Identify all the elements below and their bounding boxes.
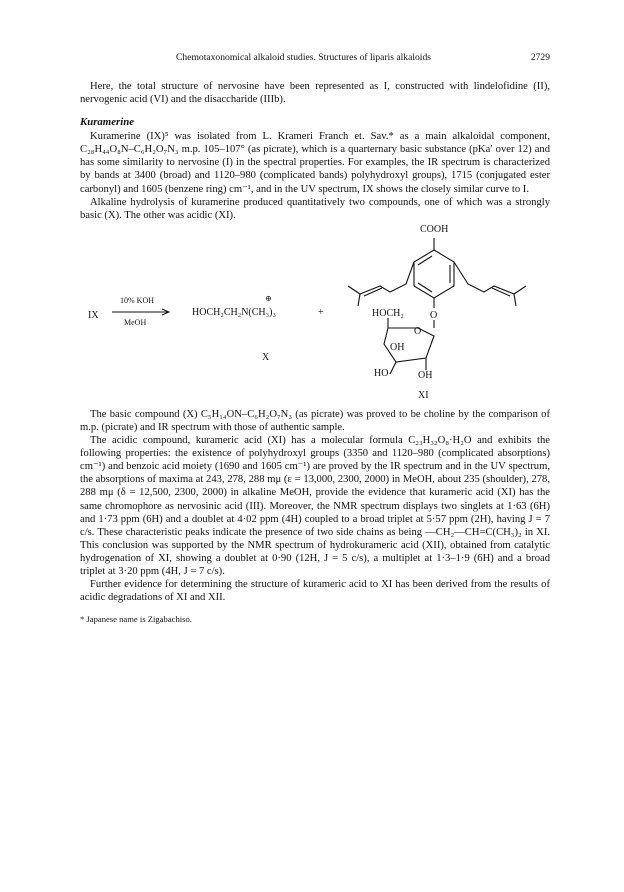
scheme-start-label: IX: [88, 309, 99, 321]
acid-group-label: COOH: [420, 223, 449, 235]
scheme-charge: ⊕: [265, 293, 272, 303]
scheme-plus: +: [318, 306, 324, 318]
reaction-scheme: [80, 224, 550, 400]
page: [80, 52, 550, 624]
page-number: 2729: [530, 52, 550, 63]
paragraph-further-evidence: Further evidence for determining the structure of kurameric acid to XI has been derived from the results of acidic degradations of XI and XII.: [80, 579, 550, 604]
benzene-ring: [414, 250, 454, 298]
link-oxygen-label: O: [430, 309, 438, 321]
paragraph-basic-compound: The basic compound (X) C₅H₁₄ON–C₆H₂O₇N₃ (as picrate) was proved to be choline by the comparison of m.p. (picrate) and IR spectrum with those of authentic sample.: [80, 408, 550, 433]
footnote: * Japanese name is Zigabachiso.: [80, 614, 192, 625]
hydroxyl-bottom-label: OH: [418, 369, 433, 381]
hydroxyl-left-label: HO: [374, 367, 389, 379]
running-header: [80, 52, 550, 66]
scheme-product-formula: HOCH₂CH₂N(CH₃)₃: [192, 306, 276, 318]
paragraph-kuramerine: Kuramerine (IX)⁵ was isolated from L. Krameri Franch et. Sav.* as a main alkaloidal component, C₂₈H₄₄O₈N–C₆H₂O₇N₃ m.p. 105–107° (as picrate), which is a quarternary basic substance (pKa′ over 12) and has some similarity to nervosine (I) in the spectral properties. For examples, the IR spectrum is characterized by bands at 3400 (broad) and 1120–980 (complicated bands) polyhydroxyl groups), 1715 (conjugated ester carbonyl) and 1605 (benzene ring) cm⁻¹, and in the UV spectrum, IX shows the closely similar curve to I.: [80, 131, 550, 195]
acid-structure-label: XI: [418, 389, 429, 401]
paragraph-acidic-compound: The acidic compound, kurameric acid (XI) has a molecular formula C₂₃H₃₂O₈·H₂O and exhibits the following properties: the existence of polyhydroxyl groups (3350 and 1120–980 (complicated absorptions) cm⁻¹) and benzoic acid moiety (1690 and 1605 cm⁻¹) are proved by the IR spectrum and in the UV spectrum, the absorptions of maxima at 243, 278, 288 mμ (ε = 13,000, 2300, 2000) in MeOH, about 235 (shoulder), 278, 288 mμ (δ = 12,500, 2300, 2000) in alkaline MeOH, provide the evidence that kurameric acid (XI) has the same chromophore as nervosinic acid (III). Moreover, the NMR spectrum displays two singlets at 1·63 (6H) and 1·73 ppm (6H) and a doublet at 4·02 ppm (4H) coupled to a broad triplet at 5·57 ppm (2H), having J = 7 c/s. These characteristic peaks indicate the presence of two side chains as being —CH₂—CH=C(CH₃)₂ in XI. This conclusion was supported by the NMR spectrum of hydrokurameric acid (XII), obtained from catalytic hydrogenation of XI, showing a doublet at 0·90 (12H, J = 5 c/s), a multiplet at 1·3–1·9 (6H) and a broad triplet at 3·20 ppm (4H, J = 7 c/s).: [80, 435, 550, 577]
hydroxyl-right-label: OH: [390, 341, 405, 353]
intro-paragraph: Here, the total structure of nervosine have been represented as I, constructed with lindelofidine (II), nervogenic acid (VI) and the disaccharide (IIIb).: [80, 81, 550, 106]
scheme-reagent-top: 10% KOH: [120, 295, 154, 305]
scheme-product-label: X: [262, 351, 270, 363]
left-side-chain: [360, 262, 414, 294]
right-side-chain: [454, 262, 514, 294]
reaction-arrow: [110, 308, 174, 316]
ring-oxygen-label: O: [414, 325, 422, 337]
section-heading: Kuramerine: [80, 116, 134, 129]
paragraph-alkaline-hydrolysis: Alkaline hydrolysis of kuramerine produced quantitatively two compounds, one of which was a strongly basic (X). The other was acidic (XI).: [80, 196, 550, 221]
running-title: Chemotaxonomical alkaloid studies. Structures of liparis alkaloids: [176, 52, 431, 63]
scheme-reagent-bottom: MeOH: [124, 317, 147, 327]
sugar-ch2oh-label: HOCH₂: [372, 307, 404, 319]
